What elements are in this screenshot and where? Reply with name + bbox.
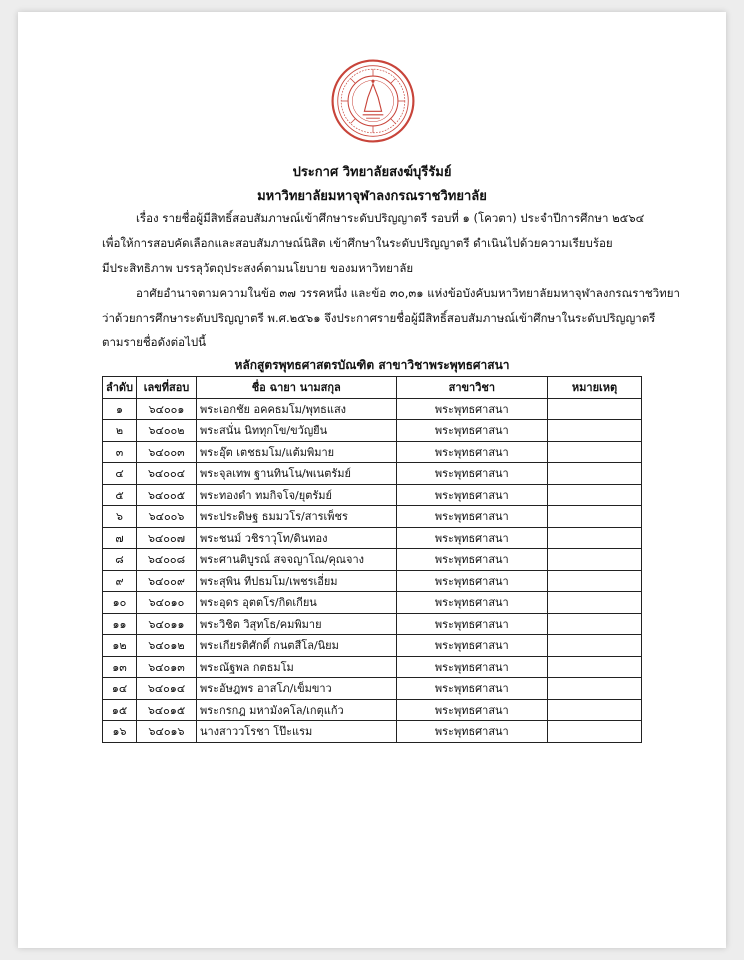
table-row	[103, 484, 642, 506]
cell-order: ๑๔	[103, 678, 137, 700]
cell-note	[548, 699, 642, 721]
cell-exam-id: ๖๔๐๑๖	[137, 721, 197, 743]
table-row	[103, 549, 642, 571]
col-header-name: ชื่อ ฉายา นามสกุล	[196, 377, 396, 399]
cell-program: พระพุทธศาสนา	[396, 592, 548, 614]
cell-name: พระสุพิน ทีปธมโม/เพชรเอี่ยม	[196, 570, 396, 592]
cell-program: พระพุทธศาสนา	[396, 441, 548, 463]
cell-note	[548, 592, 642, 614]
cell-note	[548, 549, 642, 571]
cell-name: พระอัษฎพร อาสโภ/เข็มขาว	[196, 678, 396, 700]
cell-name: นางสาววโรชา โป๊ะแรม	[196, 721, 396, 743]
announcement-title: ประกาศ วิทยาลัยสงฆ์บุรีรัมย์	[292, 165, 452, 180]
table-row	[103, 398, 642, 420]
cell-exam-id: ๖๔๐๐๓	[137, 441, 197, 463]
cell-note	[548, 613, 642, 635]
body-line: มีประสิทธิภาพ บรรลุวัตถุประสงค์ตามนโยบาย ของมหาวิทยาลัย	[102, 261, 414, 275]
cell-order: ๑	[103, 398, 137, 420]
cell-order: ๑๓	[103, 656, 137, 678]
cell-order: ๒	[103, 420, 137, 442]
cell-name: พระอุดร อุตตโร/กิดเกียน	[196, 592, 396, 614]
cell-exam-id: ๖๔๐๐๒	[137, 420, 197, 442]
col-header-note: หมายเหตุ	[548, 377, 642, 399]
cell-exam-id: ๖๔๐๐๙	[137, 570, 197, 592]
cell-program: พระพุทธศาสนา	[396, 549, 548, 571]
table-row	[103, 721, 642, 743]
cell-name: พระทองดำ ทมกิจโจ/ยุตรัมย์	[196, 484, 396, 506]
cell-exam-id: ๖๔๐๐๕	[137, 484, 197, 506]
cell-order: ๘	[103, 549, 137, 571]
cell-exam-id: ๖๔๐๑๕	[137, 699, 197, 721]
cell-note	[548, 527, 642, 549]
table-row	[103, 635, 642, 657]
cell-name: พระประดิษฐ ธมมวโร/สารเพ็ชร	[196, 506, 396, 528]
cell-name: พระเกียรติศักดิ์ กนตสีโล/นิยม	[196, 635, 396, 657]
cell-exam-id: ๖๔๐๐๑	[137, 398, 197, 420]
table-header-row	[103, 377, 642, 399]
cell-order: ๓	[103, 441, 137, 463]
university-name: มหาวิทยาลัยมหาจุฬาลงกรณราชวิทยาลัย	[257, 189, 487, 204]
cell-exam-id: ๖๔๐๑๓	[137, 656, 197, 678]
table-title: หลักสูตรพุทธศาสตรบัณฑิต สาขาวิชาพระพุทธศาสนา	[234, 358, 510, 372]
cell-program: พระพุทธศาสนา	[396, 398, 548, 420]
cell-exam-id: ๖๔๐๑๑	[137, 613, 197, 635]
cell-note	[548, 484, 642, 506]
cell-name: พระจุลเทพ ฐานทินโน/พเนตรัมย์	[196, 463, 396, 485]
cell-name: พระสนั่น นิททุกโข/ขวัญยืน	[196, 420, 396, 442]
cell-program: พระพุทธศาสนา	[396, 678, 548, 700]
cell-note	[548, 678, 642, 700]
cell-order: ๙	[103, 570, 137, 592]
cell-order: ๔	[103, 463, 137, 485]
body-line: ตามรายชื่อดังต่อไปนี้	[102, 335, 206, 349]
table-row	[103, 656, 642, 678]
table-row	[103, 527, 642, 549]
cell-note	[548, 441, 642, 463]
cell-order: ๑๑	[103, 613, 137, 635]
cell-program: พระพุทธศาสนา	[396, 656, 548, 678]
cell-name: พระวิชิต วิสุทโธ/คมพิมาย	[196, 613, 396, 635]
col-header-exam-id: เลขที่สอบ	[137, 377, 197, 399]
cell-program: พระพุทธศาสนา	[396, 527, 548, 549]
cell-note	[548, 420, 642, 442]
cell-name: พระกรกฎ มหามังคโล/เกตุแก้ว	[196, 699, 396, 721]
cell-program: พระพุทธศาสนา	[396, 635, 548, 657]
cell-order: ๖	[103, 506, 137, 528]
cell-exam-id: ๖๔๐๐๗	[137, 527, 197, 549]
cell-order: ๑๕	[103, 699, 137, 721]
table-row	[103, 506, 642, 528]
table-row	[103, 441, 642, 463]
table-row	[103, 592, 642, 614]
cell-name: พระอุ๊ต เตชธมโม/แต้มพิมาย	[196, 441, 396, 463]
col-header-order: ลำดับ	[103, 377, 137, 399]
table-row	[103, 699, 642, 721]
cell-note	[548, 398, 642, 420]
cell-exam-id: ๖๔๐๑๐	[137, 592, 197, 614]
cell-program: พระพุทธศาสนา	[396, 613, 548, 635]
cell-exam-id: ๖๔๐๑๔	[137, 678, 197, 700]
cell-note	[548, 721, 642, 743]
cell-note	[548, 506, 642, 528]
cell-exam-id: ๖๔๐๑๒	[137, 635, 197, 657]
cell-exam-id: ๖๔๐๐๘	[137, 549, 197, 571]
body-line: อาศัยอำนาจตามความในข้อ ๓๗ วรรคหนึ่ง และข้อ ๓๐,๓๑ แห่งข้อบังคับมหาวิทยาลัยมหาจุฬาลงกรณราชวิทยา	[136, 286, 680, 300]
cell-note	[548, 463, 642, 485]
table-row	[103, 570, 642, 592]
table-row	[103, 463, 642, 485]
subject-line: เรื่อง รายชื่อผู้มีสิทธิ์สอบสัมภาษณ์เข้าศึกษาระดับปริญญาตรี รอบที่ ๑ (โควตา) ประจำปีการศึกษา ๒๕๖๔	[136, 211, 645, 225]
cell-exam-id: ๖๔๐๐๔	[137, 463, 197, 485]
university-seal-icon	[330, 58, 416, 144]
cell-name: พระศานติบูรณ์ สจจญาโณ/คุณจาง	[196, 549, 396, 571]
cell-order: ๑๖	[103, 721, 137, 743]
cell-note	[548, 570, 642, 592]
cell-order: ๕	[103, 484, 137, 506]
cell-name: พระณัฐพล กตธมโม	[196, 656, 396, 678]
cell-program: พระพุทธศาสนา	[396, 420, 548, 442]
body-line: เพื่อให้การสอบคัดเลือกและสอบสัมภาษณ์นิสิต เข้าศึกษาในระดับปริญญาตรี ดำเนินไปด้วยความเรียบร้อย	[102, 236, 613, 250]
cell-order: ๑๐	[103, 592, 137, 614]
cell-name: พระชนม์ วชิราวุโท/ดินทอง	[196, 527, 396, 549]
cell-name: พระเอกชัย อคคธมโม/พุทธแสง	[196, 398, 396, 420]
cell-note	[548, 635, 642, 657]
table-row	[103, 420, 642, 442]
cell-program: พระพุทธศาสนา	[396, 463, 548, 485]
cell-program: พระพุทธศาสนา	[396, 570, 548, 592]
body-line: ว่าด้วยการศึกษาระดับปริญญาตรี พ.ศ.๒๕๖๑ จึงประกาศรายชื่อผู้มีสิทธิ์สอบสัมภาษณ์เข้าศึกษาในระดับปริญญาตรี	[102, 311, 656, 325]
table-row	[103, 613, 642, 635]
table-row	[103, 678, 642, 700]
cell-program: พระพุทธศาสนา	[396, 699, 548, 721]
cell-note	[548, 656, 642, 678]
cell-program: พระพุทธศาสนา	[396, 484, 548, 506]
cell-order: ๑๒	[103, 635, 137, 657]
candidate-table	[102, 376, 642, 743]
cell-exam-id: ๖๔๐๐๖	[137, 506, 197, 528]
cell-order: ๗	[103, 527, 137, 549]
cell-program: พระพุทธศาสนา	[396, 721, 548, 743]
cell-program: พระพุทธศาสนา	[396, 506, 548, 528]
col-header-program: สาขาวิชา	[396, 377, 548, 399]
